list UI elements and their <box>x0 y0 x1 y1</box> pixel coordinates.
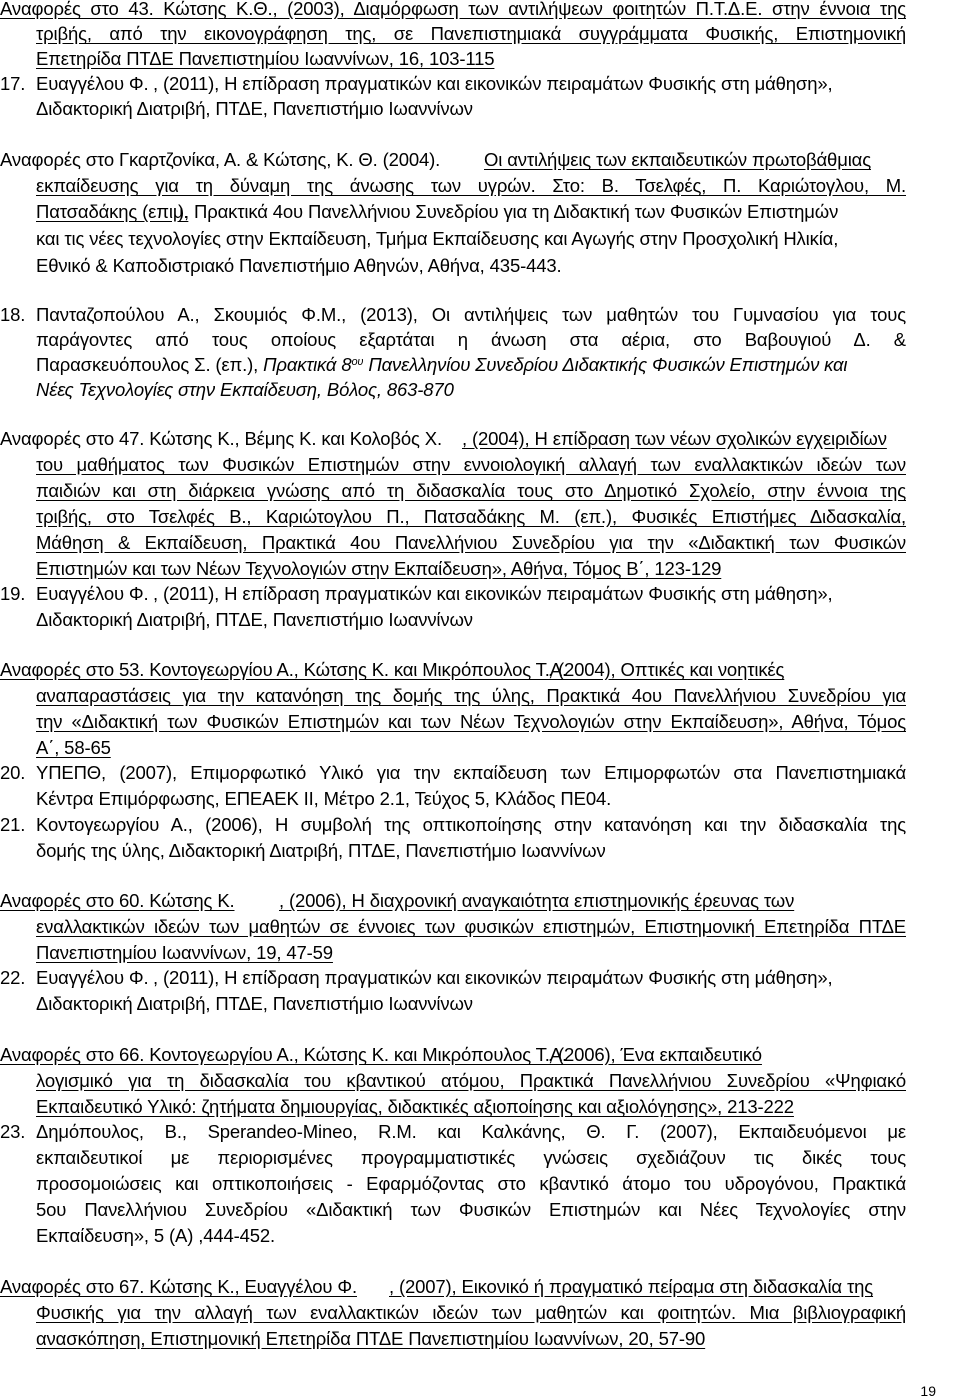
page-number: 19 <box>920 1383 936 1399</box>
reference-item-19 <box>0 581 960 607</box>
reference-note: , (2007), Εικονικό ή πραγματικό πείραμα στη διδασκαλία της <box>389 1276 874 1297</box>
text-line <box>0 1223 960 1249</box>
reference-note: Επετηρίδα ΠΤΔΕ Πανεπιστημίου Ιωαννίνων, 16, 103-115 <box>36 48 495 69</box>
reference-note: τριβής, στο Τσελφές Β., Καριώτογλου Π., Πατσαδάκης Μ. (επ.), Φυσικές Επιστήμες Διδασκαλία, <box>36 506 906 527</box>
reference-note: , (2004), Η επίδραση των νέων σχολικών εγχειριδίων <box>462 428 887 449</box>
reference-author: Ευαγγέλου Φ. <box>36 583 149 604</box>
reference-text: προσομοιώσεις και οπτικοποιήσεις - Εφαρμόζοντας στο κβαντικό άτομο του υδρογόνου, Πρακτικά <box>36 1173 906 1194</box>
reference-author: Ευαγγέλου Φ. <box>36 73 149 94</box>
item-number: 18. <box>0 304 26 325</box>
reference-note: εκπαίδευσης για τη δύναμη της άνωσης των υγρών. Στο: Β. Τσελφές, Π. Καριώτογλου, Μ. <box>36 175 906 196</box>
reference-note: Αναφορές στο 60. Κώτσης Κ. <box>0 890 235 911</box>
item-number: 22. <box>0 967 26 988</box>
text-line <box>0 991 960 1017</box>
text-line <box>0 786 960 812</box>
text-line <box>0 1042 960 1068</box>
reference-note: του μαθήματος των Φυσικών Επιστημών στην εννοιολογική αλλαγή των εναλλακτικών ιδεών των <box>36 454 906 475</box>
text-line <box>0 607 960 633</box>
reference-note: Εθνικό & Καποδιστριακό Πανεπιστήμιο Αθηνών, Αθήνα, 435-443. <box>36 255 562 276</box>
text-line <box>0 1197 960 1223</box>
text-line <box>0 914 960 940</box>
text-line <box>0 683 960 709</box>
reference-note: την «Διδακτική των Φυσικών Επιστημών και των Νέων Τεχνολογιών στην Εκπαίδευση», Αθήνα, Τόμος <box>36 711 906 732</box>
reference-item-23 <box>0 1119 960 1145</box>
text-line <box>0 226 960 252</box>
reference-note: Εκπαιδευτικό Υλικό: ζητήματα δημιουργίας, διδακτικές αξιοποίησης και αξιολόγησης», 213-222 <box>36 1096 794 1117</box>
reference-note: Πανεπιστημίου Ιωαννίνων, 19, 47-59 <box>36 942 333 963</box>
text-line <box>0 1300 960 1326</box>
reference-text: Κοντογεωργίου Α., (2006), Η συμβολή της οπτικοποίησης στην κατανόηση και την διδασκαλία της <box>36 814 906 835</box>
text-line <box>0 21 960 47</box>
text-line <box>0 1326 960 1352</box>
reference-item-17 <box>0 71 960 97</box>
text-line <box>0 426 960 452</box>
reference-note: Αναφορές στο Γκαρτζονίκα, Α. & Κώτσης, Κ. Θ. (2004). <box>0 149 446 170</box>
reference-note: και τις νέες τεχνολογίες στην Εκπαίδευση, Τμήμα Εκπαίδευσης και Αγωγής στην Προσχολική Ηλικία, <box>36 228 839 249</box>
text-line <box>0 504 960 530</box>
reference-text: Διδακτορική Διατριβή, ΠΤΔΕ, Πανεπιστήμιο Ιωαννίνων <box>36 609 473 630</box>
reference-text: , (2011), Η επίδραση πραγματικών και εικονικών πειραμάτων Φυσικής στη μάθηση», <box>153 967 833 988</box>
reference-text: ΥΠΕΠΘ, (2007), Επιμορφωτικό Υλικό για την εκπαίδευση των Επιμορφωτών στα Πανεπιστημιακά <box>36 762 906 783</box>
text-line <box>0 478 960 504</box>
reference-note: Αναφορές στο 47. Κώτσης Κ., Βέμης Κ. και Κολοβός Χ. <box>0 428 442 449</box>
text-line <box>0 556 960 582</box>
reference-note: , (2006), Ένα εκπαιδευτικό <box>548 1044 762 1065</box>
reference-note: παιδιών και στη διάρκεια γνώσης από τη διδασκαλία τους στο Δημοτικό Σχολείο, στην έννοια της <box>36 480 906 501</box>
reference-text: , (2011), Η επίδραση πραγματικών και εικονικών πειραμάτων Φυσικής στη μάθηση», <box>153 583 833 604</box>
reference-note: Μάθηση & Εκπαίδευση, Πρακτικά 4ου Πανελλήνιου Συνεδρίου για την «Διδακτική των Φυσικών <box>36 532 906 553</box>
reference-note: ανασκόπηση, Επιστημονική Επετηρίδα ΠΤΔΕ Πανεπιστημίου Ιωαννίνων, 20, 57-90 <box>36 1328 706 1349</box>
reference-text: Νέες Τεχνολογίες στην Εκπαίδευση, Βόλος, 863-870 <box>36 379 454 400</box>
reference-note: Πατσαδάκης (επιμ. <box>36 201 189 222</box>
reference-note: εναλλακτικών ιδεών των μαθητών σε έννοιες των φυσικών επιστημών, Επιστημονική Επετηρίδα ΠΤΔΕ <box>36 916 906 937</box>
reference-note: Α΄, 58-65 <box>36 737 111 758</box>
reference-item-18 <box>0 302 960 328</box>
reference-note: αναπαραστάσεις για την κατανόηση της δομής της ύλης, Πρακτικά 4ου Πανελλήνιου Συνεδρίου για <box>36 685 906 706</box>
text-line <box>0 452 960 478</box>
reference-note: Αναφορές στο 67. Κώτσης Κ., Ευαγγέλου Φ. <box>0 1276 357 1297</box>
text-line <box>0 1171 960 1197</box>
reference-text: Κέντρα Επιμόρφωσης, ΕΠΕΑΕΚ ΙΙ, Μέτρο 2.1, Τεύχος 5, Κλάδος ΠΕ04. <box>36 788 612 809</box>
item-number: 20. <box>0 762 26 783</box>
reference-item-20 <box>0 760 960 786</box>
text-line <box>0 1145 960 1171</box>
reference-item-22 <box>0 965 960 991</box>
reference-text: παράγοντες από τους οποίους εξαρτάται η άνωση στα αέρια, στο Βαβουγιού Δ. & <box>36 329 906 350</box>
item-number: 19. <box>0 583 26 604</box>
text-line <box>0 735 960 761</box>
reference-note: τριβής, από την εικονογράφηση της, σε Πανεπιστημιακά συγγράμματα Φυσικής, Επιστημονική <box>36 23 906 44</box>
reference-note: λογισμικό για τη διδασκαλία του κβαντικού ατόμου, Πρακτικά Πανελλήνιου Συνεδρίου «Ψηφιακό <box>36 1070 906 1091</box>
text-line <box>0 253 960 279</box>
reference-note: Αναφορές στο 66. Κοντογεωργίου Α., Κώτσης Κ. και Μικρόπουλος Τ.Α. <box>0 1044 567 1065</box>
text-line <box>0 1094 960 1120</box>
reference-text: Δημόπουλος, Β., Sperandeo-Mineo, R.M. και Καλκάνης, Θ. Γ. (2007), Εκπαιδευόμενοι με <box>36 1121 906 1142</box>
text-line <box>0 147 960 173</box>
reference-text: 5ου Πανελλήνιου Συνεδρίου «Διδακτική των Φυσικών Επιστημών και Νέες Τεχνολογίες στην <box>36 1199 906 1220</box>
reference-text: Παρασκευόπουλος Σ. (επ.), Πρακτικά $8^{o\upsilon}$ Πανελληνίου Συνεδρίου Διδακτικής Φυσικών Επιστημών και <box>36 354 848 375</box>
item-number: 21. <box>0 814 26 835</box>
reference-note: ), Πρακτικά 4ου Πανελλήνιου Συνεδρίου για τη Διδακτική των Φυσικών Επιστημών <box>178 201 839 222</box>
reference-note: Αναφορές στο 43. Κώτσης Κ.Θ., (2003), Διαμόρφωση των αντιλήψεων φοιτητών Π.Τ.Δ.Ε. στην έννοια της <box>0 0 906 19</box>
reference-author: Ευαγγέλου Φ. <box>36 967 149 988</box>
reference-note: Επιστημών και των Νέων Τεχνολογιών στην Εκπαίδευση», Αθήνα, Τόμος Β΄, 123-129 <box>36 558 722 579</box>
item-number: 23. <box>0 1121 26 1142</box>
reference-note: , (2006), Η διαχρονική αναγκαιότητα επιστημονικής έρευνας των <box>279 890 795 911</box>
item-number: 17. <box>0 73 26 94</box>
text-line <box>0 377 960 403</box>
text-line <box>0 199 960 225</box>
reference-text: Διδακτορική Διατριβή, ΠΤΔΕ, Πανεπιστήμιο Ιωαννίνων <box>36 993 473 1014</box>
reference-item-21 <box>0 812 960 838</box>
text-line <box>0 173 960 199</box>
reference-text: δομής της ύλης, Διδακτορική Διατριβή, ΠΤΔΕ, Πανεπιστήμιο Ιωαννίνων <box>36 840 606 861</box>
reference-text: Πανταζοπούλου Α., Σκουμιός Φ.Μ., (2013), Οι αντιλήψεις των μαθητών του Γυμνασίου για τους <box>36 304 906 325</box>
text-line <box>0 1068 960 1094</box>
text-line <box>0 327 960 353</box>
text-line <box>0 940 960 966</box>
text-line <box>0 0 960 22</box>
reference-text: εκπαιδευτικοί με περιορισμένες προγραμματιστικές γνώσεις σχεδιάζουν τις δικές τους <box>36 1147 906 1168</box>
text-line <box>0 46 960 72</box>
reference-note: Φυσικής για την αλλαγή των εναλλακτικών ιδεών των μαθητών και φοιτητών. Μια βιβλιογραφική <box>36 1302 906 1323</box>
text-line <box>0 838 960 864</box>
reference-note: Αναφορές στο 53. Κοντογεωργίου Α., Κώτσης Κ. και Μικρόπουλος Τ.Α. <box>0 659 567 680</box>
text-line <box>0 888 960 914</box>
text-line <box>0 657 960 683</box>
reference-text: Εκπαίδευση», 5 (Α) ,444-452. <box>36 1225 276 1246</box>
text-line <box>0 530 960 556</box>
text-line <box>0 96 960 122</box>
text-line <box>0 1274 960 1300</box>
reference-text: , (2011), Η επίδραση πραγματικών και εικονικών πειραμάτων Φυσικής στη μάθηση», <box>153 73 833 94</box>
text-line <box>0 352 960 378</box>
reference-note: , (2004), Οπτικές και νοητικές <box>548 659 785 680</box>
reference-text: Διδακτορική Διατριβή, ΠΤΔΕ, Πανεπιστήμιο Ιωαννίνων <box>36 98 473 119</box>
text-line <box>0 709 960 735</box>
reference-note: Οι αντιλήψεις των εκπαιδευτικών πρωτοβάθμιας <box>484 149 871 170</box>
